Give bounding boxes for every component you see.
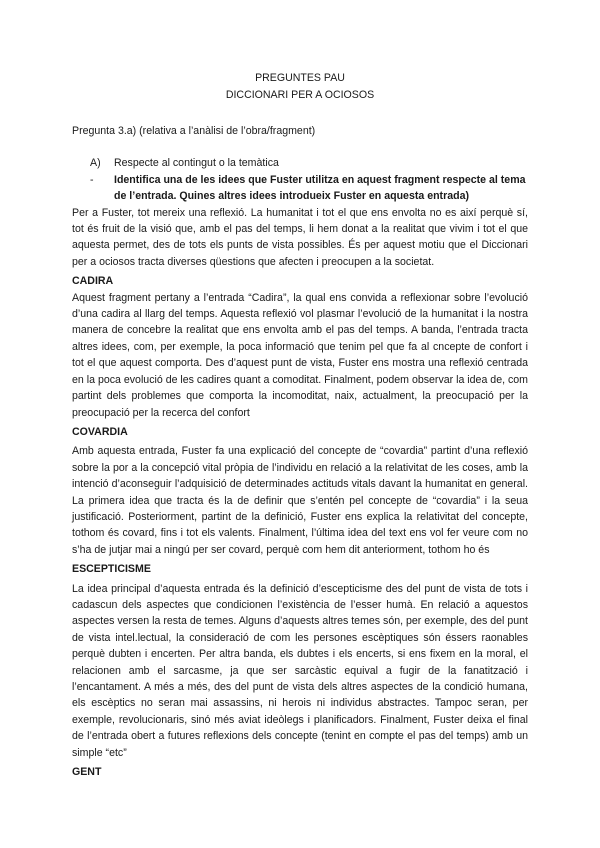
section-heading-cadira: CADIRA <box>72 275 114 288</box>
list-marker-a: A) <box>90 157 101 170</box>
list-marker-b: - <box>90 173 94 186</box>
section-text-escepticisme: La idea principal d’aquesta entrada és la definició d’escepticisme des del punt de vista de tots i cadascun dels aspectes que condicionen l’existència de l’esser humà. En relació a aquestos aspectes versen la resta de temes. Alguns d’aquests altres temes són, per exemple, des del punt de vista intel.lectual, la consideració de com les persones escèptiques són éssers raonables perquè dubten i encerten. Per altra banda, els dubtes i els encerts, si ens fixem en la moral, el relacionen amb el sarcasme, ja que ser sarcàstic equival a fugir de la fanatització i l’encantament. A més a més, des del punt de vista dels altres aspectes de la condició humana, els escèptics no seran mai assassins, ni herois ni individus abstractes. Tampoc seran, per exemple, revolucionaris, sinó més aviat ideòlegs i planificadors. Finalment, Fuster deixa el final de l’entrada obert a futures reflexions dels concepte (tenint en compte el pas del temps) amb un simple “etc” <box>72 582 528 759</box>
intro-paragraph: Per a Fuster, tot mereix una reflexió. La humanitat i tot el que ens envolta no es així perquè sí, tot és fruit de la visió que, amb el pas del temps, li hem donat a la realitat que vivim i tot el que aquesta permet, des de tots els punts de vista possibles. És per aquest motiu que el Diccionari per a ociosos tracta diverses qüestions que afecten i preocupen a la societat. <box>72 206 528 268</box>
section-text-covardia: Amb aquesta entrada, Fuster fa una explicació del concepte de “covardia” partint d’una reflexió sobre la por a la concepció vital pròpia de l’individu en relació a la relativitat de les coses, amb la intenció d’aconseguir l’adquisició de determinades actituds vitals davant la humanitat en general. La primera idea que tracta és la de definir que s’entén pel concepte de “covardia” i la seua justificació. Posteriorment, partint de la definició, Fuster ens explica la relativitat del concepte, tothom és covard, fins i tot els valents. Finalment, l’última idea del text ens vol fer veure com no s’ha de jutjar mai a ningú per ser covard, perquè com hem dit anteriorment, tothom ho és <box>72 445 528 556</box>
section-heading-escepticisme: ESCEPTICISME <box>72 563 151 576</box>
list-item-a-text: Respecte al contingut o la temàtica <box>114 157 279 170</box>
list-item-a <box>72 155 528 171</box>
title-line-1: PREGUNTES PAU <box>255 72 345 84</box>
question-label: Pregunta 3.a) (relativa a l’anàlisi de l’obra/fragment) <box>72 125 316 137</box>
document-title <box>72 70 528 104</box>
section-heading-covardia: COVARDIA <box>72 425 128 438</box>
section-heading-gent: GENT <box>72 766 102 779</box>
title-line-2: DICCIONARI PER A OCIOSOS <box>225 89 375 101</box>
list-item-b-text: Identifica una de les idees que Fuster utilitza en aquest fragment respecte al tema de l’entrada. Quines altres idees introdueix Fuster en aquesta entrada) <box>114 173 526 203</box>
list-item-b <box>72 172 528 205</box>
question-list <box>72 155 528 204</box>
section-text-cadira: Aquest fragment pertany a l’entrada “Cadira”, la qual ens convida a reflexionar sobre l’evolució d’una cadira al llarg del temps. Aquesta reflexió vol plasmar l’evolució de la humanitat i la nostra manera de concebre la realitat que ens envolta amb el pas del temps. A banda, l’entrada tracta altres idees, com, per exemple, la poca informació que tenim pel que fa al cncepte de confort i tot el que aquest comporta. Des d’aquest punt de vista, Fuster ens mostra una reflexió centrada en la poca evolució de les cadires quant a comoditat. Finalment, podem observar la idea de, com partint dels problemes que comporta la incomoditat, naix, actualment, la preocupació per la preocupació per la recerca del confort <box>72 291 528 419</box>
